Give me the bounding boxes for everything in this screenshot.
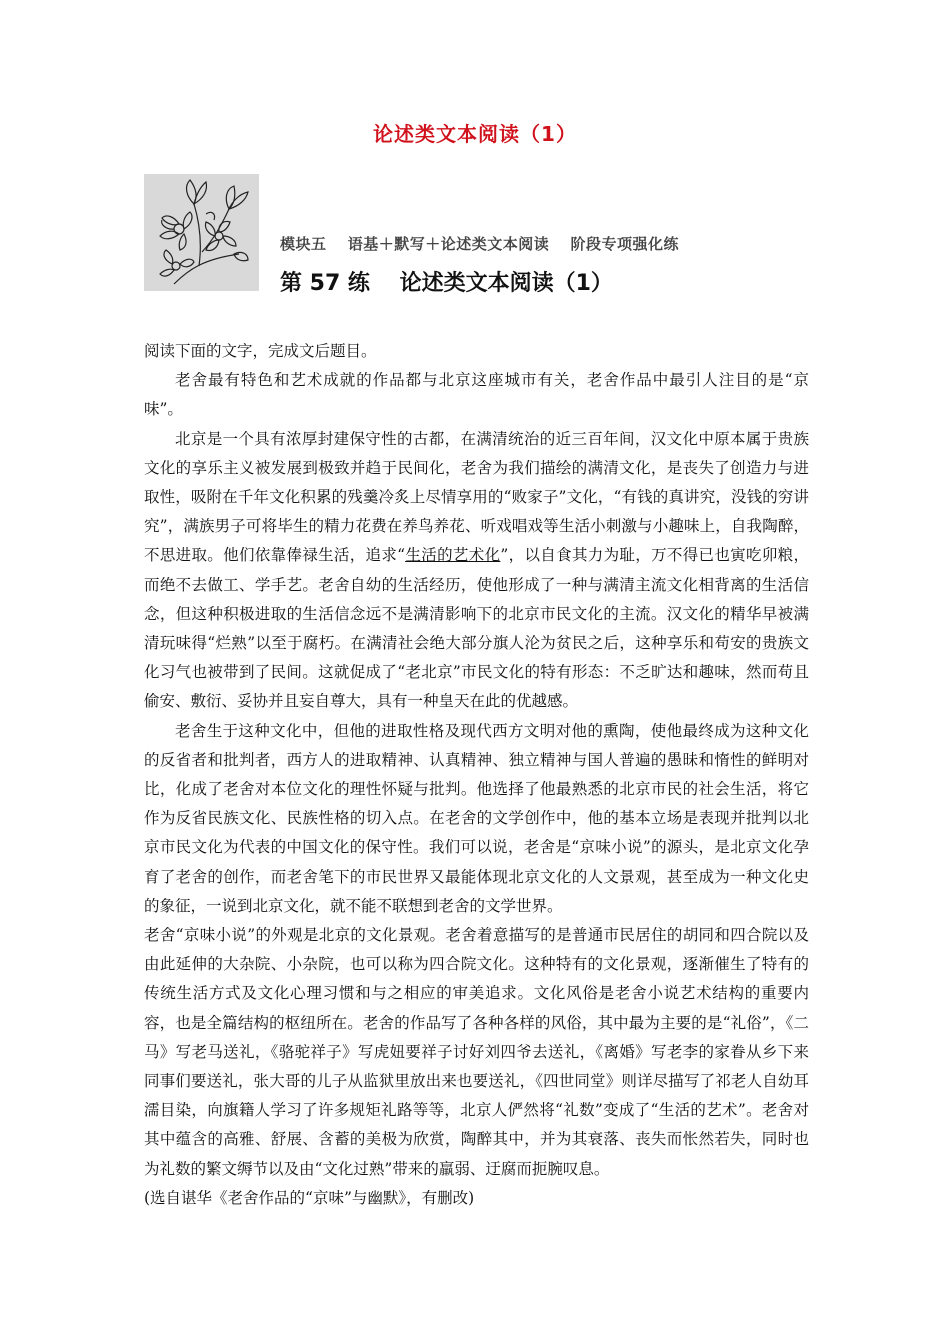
article-body xyxy=(144,337,809,1213)
flower-icon xyxy=(144,174,259,291)
exercise-title: 第 57 练 论述类文本阅读（1） xyxy=(280,271,613,296)
paragraph-4: 老舍“京味小说”的外观是北京的文化景观。老舍着意描写的是普通市民居住的胡同和四合院以及由此延伸的大杂院、小杂院，也可以称为四合院文化。这种特有的文化景观，逐渐催生了特有的传统生活方式及文化心理习惯和与之相应的审美追求。文化风俗是老舍小说艺术结构的重要内容，也是全篇结构的枢纽所在。老舍的作品写了各种各样的风俗，其中最为主要的是“礼俗”，《二马》写老马送礼，《骆驼祥子》写虎妞要祥子讨好刘四爷去送礼，《离婚》写老李的家眷从乡下来同事们要送礼，张大哥的儿子从监狱里放出来也要送礼，《四世同堂》则详尽描写了祁老人自幼耳濡目染，向旗籍人学习了许多规矩礼路等等，北京人俨然将“礼数”变成了“生活的艺术”。老舍对其中蕴含的高雅、舒展、含蓄的美极为欣赏，陶醉其中，并为其衰落、丧失而怅然若失，同时也为礼数的繁文缛节以及由“文化过熟”带来的羸弱、迂腐而扼腕叹息。 xyxy=(144,926,809,1178)
paragraph-2 xyxy=(144,425,809,717)
paragraph-3: 老舍生于这种文化中，但他的进取性格及现代西方文明对他的熏陶，使他最终成为这种文化的反省者和批判者，西方人的进取精神、认真精神、独立精神与国人普遍的愚昧和惰性的鲜明对比，化成了老舍对本位文化的理性怀疑与批判。他选择了他最熟悉的北京市民的社会生活，将它作为反省民族文化、民族性格的切入点。在老舍的文学创作中，他的基本立场是表现并批判以北京市民文化为代表的中国文化的保守性。我们可以说，老舍是“京味小说”的源头，是北京文化孕育了老舍的创作，而老舍笔下的市民世界又最能体现北京文化的人文景观，甚至成为一种文化史的象征，一说到北京文化，就不能不联想到老舍的文学世界。 xyxy=(144,721,809,915)
instruction: 阅读下面的文字，完成文后题目。 xyxy=(144,342,377,360)
paragraph-2-part-2: ”，以自食其力为耻，万不得已也寅吃卯粮，而绝不去做工、学手艺。老舍自幼的生活经历，使他形成了一种与满清主流文化相背离的生活信念，但这种积极进取的生活信念远不是满清影响下的北京市民文化的主流。汉文化的精华早被满清玩味得“烂熟”以至于腐朽。在满清社会绝大部分旗人沦为贫民之后，这种享乐和苟安的贵族文化习气也被带到了民间。这就促成了“老北京”市民文化的特有形态：不乏旷达和趣味，然而苟且偷安、敷衍、妥协并且妄自尊大，具有一种皇天在此的优越感。 xyxy=(144,546,809,711)
paragraph-1: 老舍最有特色和艺术成就的作品都与北京这座城市有关，老舍作品中最引人注目的是“京味”。 xyxy=(144,371,809,419)
document-title: 论述类文本阅读（1） xyxy=(373,122,577,146)
paragraph-2-part-1: 北京是一个具有浓厚封建保守性的古都，在满清统治的近三百年间，汉文化中原本属于贵族文化的享乐主义被发展到极致并趋于民间化，老舍为我们描绘的满清文化，是丧失了创造力与进取性，吸附在千年文化积累的残羹冷炙上尽情享用的“败家子”文化，“有钱的真讲究，没钱的穷讲究”，满族男子可将毕生的精力花费在养鸟养花、听戏唱戏等生活小刺激与小趣味上，自我陶醉，不思进取。他们依靠俸禄生活，追求“ xyxy=(144,429,809,565)
flower-illustration xyxy=(144,174,259,291)
underlined-phrase: 生活的艺术化 xyxy=(405,546,501,565)
source-citation: (选自谌华《老舍作品的“京味”与幽默》，有删改) xyxy=(144,1188,475,1207)
module-line: 模块五 语基＋默写＋论述类文本阅读 阶段专项强化练 xyxy=(280,235,679,253)
